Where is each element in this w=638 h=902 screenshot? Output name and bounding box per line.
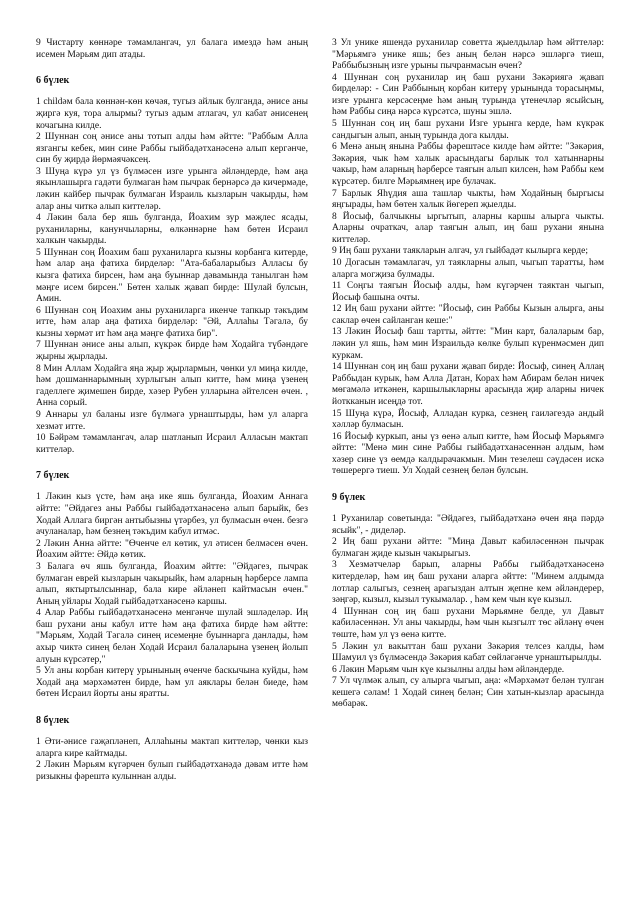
verse-paragraph: 9 Иң баш рухани таякларын алгач, ул гыйбадәт кылырга керде; (332, 246, 588, 257)
verse-paragraph: 5 Шуннан соң иң баш рухани Изге урынга керде, һәм күкрәк сандыгын алып, аның турында дога кылды. (332, 119, 604, 141)
verse-paragraph: 2 Иң баш рухани әйтте: "Миңа Давыт кабиләсеннән пычрак булмаган җиде кызын чакырыгыз. (332, 537, 604, 559)
verse-paragraph: 16 Йосыф куркып, аны үз өенә алып китте, һәм Йосыф Мәрьямгә әйтте: "Менә мин сине Раббы гыйбадәтханәсеннән алдым, һәм хәзер сине үз өемдә калдырачакмын. Мин тезелеш сәүдәсен искә төшерергә тиеш. Ул Ходай сезнең белән булсын. (332, 431, 604, 477)
verse-paragraph: 5 Ләкин ул вакыттан баш рухани Зәкәрия телсез калды, һәм Шамуил үз бүлмәсендә Зәкәрия кабат сөйләгәнче урнаштырылды. (332, 641, 604, 664)
verse-paragraph: 15 Шуңа күрә, Йосыф, Алладан курка, сезнең гаиләгездә андый хәлләр булмасын. (332, 408, 604, 431)
verse-paragraph: 1 childәм бала көннән-көн көчәя, тугыз айлык булганда, әнисе аны җиргә куя, тора алырмы? тугыз адым атлагач, ул кабат әнисенең кочагына килде. (36, 97, 308, 131)
verse-paragraph: 9 Аннары ул баланы изге бүлмәгә урнаштырды, һәм ул аларга хезмәт итте. (36, 409, 308, 432)
verse-paragraph: 5 Шуннан соң Йоахим баш руханиларга кызны корбанга китерде, һәм алар аңа фатиха бирделәр: "Ата-бабаларыбыз Алласы бу кызга фатиха бирсен, һәм аңа буыннар дәвамында танылган һәм мәңге исем бирсен." Бөтен халык җавап бирде: Шулай булсын, Амин. (36, 247, 308, 305)
chapter-heading: 8 бүлек (36, 714, 70, 726)
verse-paragraph: 4 Шуннан соң иң баш рухани Мәрьямне белде, ул Давыт кабиләсеннән. Ул аны чакырды, һәм чын кызгылт төс әйләнү өчен төште, һәм ул үз өенә китте. (332, 606, 604, 640)
verse-paragraph: 2 Ләкин Анна әйтте: "Өченче ел көтик, ул әтисен белмәсен өчен. Йоахим әйтте: Әйдә көтик. (36, 538, 308, 561)
document-page (36, 38, 604, 884)
verse-paragraph: 13 Ләкин Йосыф баш тартты, әйтте: "Мин карт, балаларым бар, ләкин ул яшь, һәм мин Израильдә көлке булып күренмәсмен дип куркам. (332, 327, 604, 361)
verse-paragraph: 6 Ләкин Мәрьям чын күе кызылны алды һәм әйләндерде. (332, 664, 565, 675)
verse-paragraph: 8 Йосыф, балчыкны ыргытып, аларны каршы алырга чыкты. Аларны очраткач, алар таягын алып, иң баш рухани янына киттеләр. (332, 211, 604, 245)
chapter-heading: 7 бүлек (36, 470, 70, 482)
verse-paragraph: 3 Ул унике яшендә руханилар советта җыелдылар һәм әйттеләр: "Мәрьямгә унике яшь; без аның белән нәрсә эшләргә тиеш, Раббыбызның изге урыны пычранмасын өчен? (332, 38, 604, 72)
verse-paragraph: 4 Алар Раббы гыйбадәтханәсенә менгәнче шулай эшләделәр. Иң баш рухани аны кабул итте һәм аңа фатиха бирде һәм әйтте: "Мәрьям, Ходай Тәгалә синең исемеңне буыннарга данлады, һәм ахыр чиктә синең белән Ходай Исраил балаларына үзенең йолып алуын күрсәтер," (36, 608, 308, 665)
verse-paragraph: 7 Ул чүлмәк алып, су алырга чыгып, аңа: «Мәрхәмәт белән тулган кешегә сәлам! 1 Ходай синең белән; Син хатын-кызлар арасында мөбарәк. (332, 676, 604, 710)
verse-paragraph: 6 Менә аның янына Раббы фәрештәсе килде һәм әйтте: "Зәкәрия, Зәкәрия, чык һәм халык арасындагы барлык тол хатыннарны чакыр, һәм аларның һәрберсе таягын алып килсен, һәм Раббы кем күрсәтер. билге Мәрьямнең ире булачак. (332, 142, 604, 187)
verse-paragraph: 3 Балага өч яшь булганда, Йоахим әйтте: "Әйдәгез, пычрак булмаган еврей кызларын чакырыйк, һәм аларның һәрберсе лампа алып, яктыртылсыннар, бала кире әйләнеп кайтмасын өчен." Аның уйлары Ходай гыйбадәтханәсенә каршы. (36, 561, 308, 607)
verse-paragraph: 4 Шуннан соң руханилар иң баш рухани Зәкәриягә җавап бирделәр: - Син Раббының корбан китерү урынында торасыңмы, изге урынга керсәсеңме һәм аның турында үтенечләр ясыйсың, һәм Раббы сиңа нәрсә күрсәтсә, шуны эшлә. (332, 72, 604, 118)
verse-paragraph: 1 Әти-әнисе гаҗәпләнеп, Аллаһыны мактап киттеләр, чөнки кыз аларга кире кайтмады. (36, 737, 308, 759)
verse-paragraph: 14 Шуннан соң иң баш рухани җавап бирде: Йосыф, синең Аллаң Раббыдан курык, һәм Алла Датан, Корах һәм Абирам белән ничек мөгамәлә иткәнен, каршылыкларны арасында җир аларны ничек йоткканын исеңдә тот. (332, 362, 604, 407)
verse-paragraph: 5 Ул аны корбан китерү урынының өченче баскычына куйды, һәм Ходай аңа мәрхәмәтен бирде, һәм ул аяклары белән биеде, һәм бөтен Исраил йорты аны яратты. (36, 666, 308, 700)
verse-paragraph: 1 Ләкин кыз үсте, һәм аңа ике яшь булганда, Йоахим Аннага әйтте: "Әйдәгез аны Раббы гыйбадәтханәсенә алып барыйк, без Ходай Аллага биргән антыбызны үтәрбез, ул булмасын өчен. безгә ачуланалар, һәм безнең тәкъдим кабул итмәс. (36, 492, 308, 538)
verse-paragraph: 10 Бәйрәм тәмамлангач, алар шатланып Исраил Алласын мактап киттеләр. (36, 433, 308, 455)
verse-paragraph: 8 Мин Аллам Ходайга яңа җыр җырлармын, чөнки ул миңа килде, һәм дошманнарымның хурлыгын алып китте, һәм миңа үзенең гаделлеге җимешен бирде, хәзер Рубен улларына әйтелсен өчен. , Анна сорый. (36, 363, 308, 409)
verse-paragraph: 2 Ләкин Мәрьям күгәрчен булып гыйбадәтханәдә дәвам итте һәм ризыкны фәрештә кулыннан алды. (36, 760, 308, 782)
verse-paragraph: 3 Хезмәтчеләр барып, аларны Раббы гыйбадәтханәсенә китерделәр, һәм иң баш рухани аларга әйтте: "Минем алдымда лотлар салыгыз, сезнең арагыздан алтын җепне кем әйләндерер, зәңгәр, кызыл, кызыл тукымалар. , һәм кем чын күе кызыл. (332, 560, 604, 606)
verse-paragraph: 1 Руханилар советында: "Әйдәгез, гыйбадәтханә өчен яңа пәрдә ясыйк", - диделәр. (332, 514, 604, 536)
left-column (36, 38, 308, 884)
verse-paragraph: 10 Догасын тәмамлагач, ул таякларны алып, чыгып таратты, һәм аларга могҗиза булмады. (332, 257, 604, 280)
verse-paragraph: 7 Барлык Яһүдия аша ташлар чыкты, һәм Ходайның быргысы яңгырады, һәм бөтен халык йөгереп җыелды. (332, 188, 604, 211)
verse-paragraph: 11 Соңгы таягын Йосыф алды, һәм күгәрчен таяктан чыгып, Йосыф башына очты. (332, 281, 604, 303)
chapter-heading: 9 бүлек (332, 491, 366, 503)
verse-paragraph: 6 Шуннан соң Иоахим аны руханиларга икенче тапкыр тәкъдим итте, һәм алар аңа фатиха бирделәр: "Әй, Аллаһы Тәгалә, бу кызны хөрмәт ит һәм аңа мәңге фатиха бир". (36, 305, 308, 339)
right-column (332, 38, 604, 884)
verse-paragraph: 3 Шуңа күрә ул үз бүлмәсен изге урынга әйләндерде, һәм аңа якынлашырга гадәти булмаган һәм пычрак бернәрсә дә кичермәде, ләкин кайбер пычрак булмаган Израиль кызларын чакырды, һәм алар аны читкә алып киттеләр. (36, 166, 308, 212)
verse-paragraph: 2 Шуннан соң әнисе аны тотып алды һәм әйтте: "Раббым Алла язгангы кебек, мин сине Раббы гыйбадәтханәсенә алып кергәнче, син бу җирдә йөрмәячәксең. (36, 132, 308, 166)
verse-paragraph: 12 Иң баш рухани әйтте: "Йосыф, син Раббы Кызын алырга, аны саклар өчен сайланган кеше:" (332, 304, 604, 326)
chapter-heading: 6 бүлек (36, 75, 70, 87)
verse-paragraph: 4 Ләкин бала бер яшь булганда, Йоахим зур мәҗлес ясады, руханиларны, канунчыларны, өлкәннәрне һәм бөтен Исраил халкын чакырды. (36, 213, 308, 247)
verse-paragraph: 7 Шуннан әнисе аны алып, күкрәк бирде һәм Ходайга түбәндәге җырны җырлады. (36, 340, 308, 363)
verse-paragraph: 9 Чистарту көннәре тәмамлангач, ул балага имездә һәм аның исемен Мәрьям дип атады. (36, 38, 308, 60)
